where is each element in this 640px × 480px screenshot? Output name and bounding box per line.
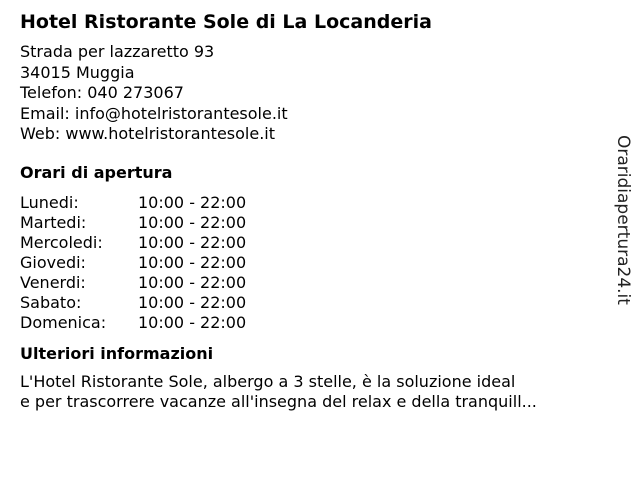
email-address: Email: info@hotelristorantesole.it xyxy=(20,103,288,123)
hours-time: 10:00 - 22:00 xyxy=(138,192,247,212)
additional-info-heading: Ulteriori informazioni xyxy=(20,343,214,363)
phone-number: Telefon: 040 273067 xyxy=(20,83,184,102)
info-line: L'Hotel Ristorante Sole, albergo a 3 stelle, è la soluzione ideal xyxy=(20,371,516,391)
additional-info-text xyxy=(20,372,590,413)
address-block xyxy=(20,42,600,145)
hours-row-monday xyxy=(20,193,600,213)
hours-day: Domenica: xyxy=(20,312,107,332)
brand-watermark: Oraridiapertura24.it xyxy=(613,135,633,305)
hours-row-tuesday xyxy=(20,213,600,233)
hours-time: 10:00 - 22:00 xyxy=(138,292,247,312)
hours-day: Giovedi: xyxy=(20,252,86,272)
opening-hours-table xyxy=(20,193,600,333)
hours-time: 10:00 - 22:00 xyxy=(138,252,247,272)
hotel-name: Hotel Ristorante Sole di La Locanderia xyxy=(20,11,432,33)
hours-time: 10:00 - 22:00 xyxy=(138,212,247,232)
hours-row-thursday xyxy=(20,253,600,273)
hours-row-saturday xyxy=(20,293,600,313)
hours-day: Sabato: xyxy=(20,292,82,312)
hours-day: Mercoledi: xyxy=(20,232,103,252)
address-city: 34015 Muggia xyxy=(20,62,135,82)
hours-day: Martedi: xyxy=(20,212,87,232)
address-street: Strada per lazzaretto 93 xyxy=(20,42,215,61)
hours-time: 10:00 - 22:00 xyxy=(138,232,247,252)
info-line: e per trascorrere vacanze all'insegna del relax e della tranquill... xyxy=(20,392,537,411)
hours-row-sunday xyxy=(20,313,600,333)
business-card xyxy=(20,10,600,413)
hours-row-wednesday xyxy=(20,233,600,253)
hours-time: 10:00 - 22:00 xyxy=(138,272,247,292)
opening-hours-heading: Orari di apertura xyxy=(20,162,173,182)
hours-time: 10:00 - 22:00 xyxy=(138,312,247,332)
hours-row-friday xyxy=(20,273,600,293)
hours-day: Venerdi: xyxy=(20,272,86,292)
hours-day: Lunedi: xyxy=(20,192,79,212)
website-url: Web: www.hotelristorantesole.it xyxy=(20,124,276,143)
